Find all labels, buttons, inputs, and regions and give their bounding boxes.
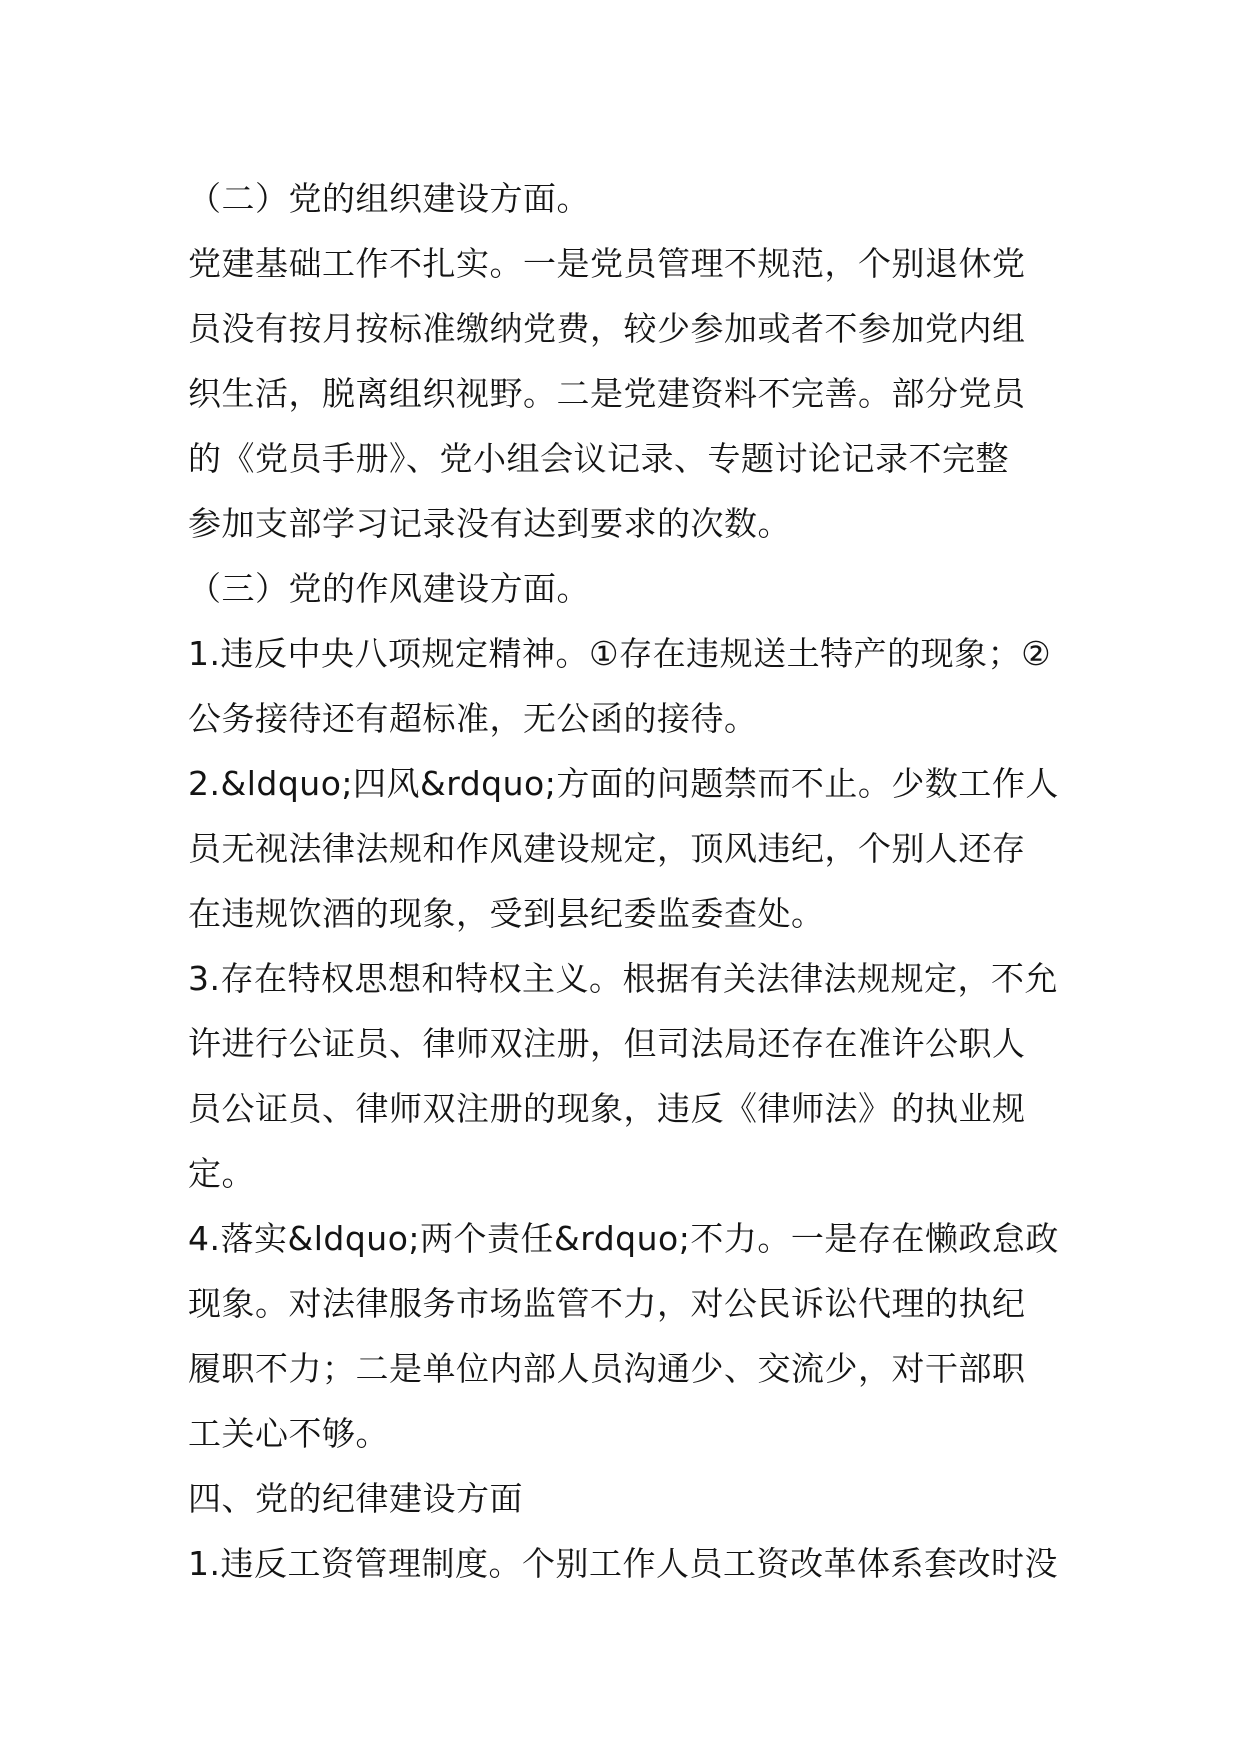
section-heading-work-style: （三）党的作风建设方面。 bbox=[188, 569, 590, 608]
paragraph-line: 定。 bbox=[188, 1154, 255, 1193]
paragraph-line: 参加支部学习记录没有达到要求的次数。 bbox=[188, 504, 791, 543]
document-body bbox=[188, 166, 1058, 1596]
paragraph-line: 的《党员手册》、党小组会议记录、专题讨论记录不完整 bbox=[188, 439, 1009, 478]
paragraph-line: 员没有按月按标准缴纳党费，较少参加或者不参加党内组 bbox=[188, 309, 1026, 348]
section-heading-organization: （二）党的组织建设方面。 bbox=[188, 179, 590, 218]
section-heading-discipline: 四、党的纪律建设方面 bbox=[188, 1479, 523, 1518]
paragraph-line: 1.违反工资管理制度。个别工作人员工资改革体系套改时没 bbox=[188, 1544, 1058, 1583]
paragraph-line: 现象。对法律服务市场监管不力，对公民诉讼代理的执纪 bbox=[188, 1284, 1026, 1323]
paragraph-line: 员无视法律法规和作风建设规定，顶风违纪，个别人还存 bbox=[188, 829, 1026, 868]
paragraph-line: 履职不力；二是单位内部人员沟通少、交流少，对干部职 bbox=[188, 1349, 1026, 1388]
paragraph-line: 党建基础工作不扎实。一是党员管理不规范，个别退休党 bbox=[188, 244, 1026, 283]
paragraph-line: 工关心不够。 bbox=[188, 1414, 389, 1453]
paragraph-line: 4.落实&ldquo;两个责任&rdquo;不力。一是存在懒政怠政 bbox=[188, 1219, 1059, 1258]
paragraph-line: 公务接待还有超标准，无公函的接待。 bbox=[188, 699, 758, 738]
paragraph-line: 1.违反中央八项规定精神。①存在违规送土特产的现象；② bbox=[188, 634, 1052, 673]
paragraph-line: 在违规饮酒的现象，受到县纪委监委查处。 bbox=[188, 894, 825, 933]
paragraph-line: 织生活，脱离组织视野。二是党建资料不完善。部分党员 bbox=[188, 374, 1026, 413]
paragraph-line: 许进行公证员、律师双注册，但司法局还存在准许公职人 bbox=[188, 1024, 1026, 1063]
paragraph-line: 3.存在特权思想和特权主义。根据有关法律法规规定，不允 bbox=[188, 959, 1058, 998]
paragraph-line: 员公证员、律师双注册的现象，违反《律师法》的执业规 bbox=[188, 1089, 1026, 1128]
paragraph-line: 2.&ldquo;四风&rdquo;方面的问题禁而不止。少数工作人 bbox=[188, 764, 1059, 803]
